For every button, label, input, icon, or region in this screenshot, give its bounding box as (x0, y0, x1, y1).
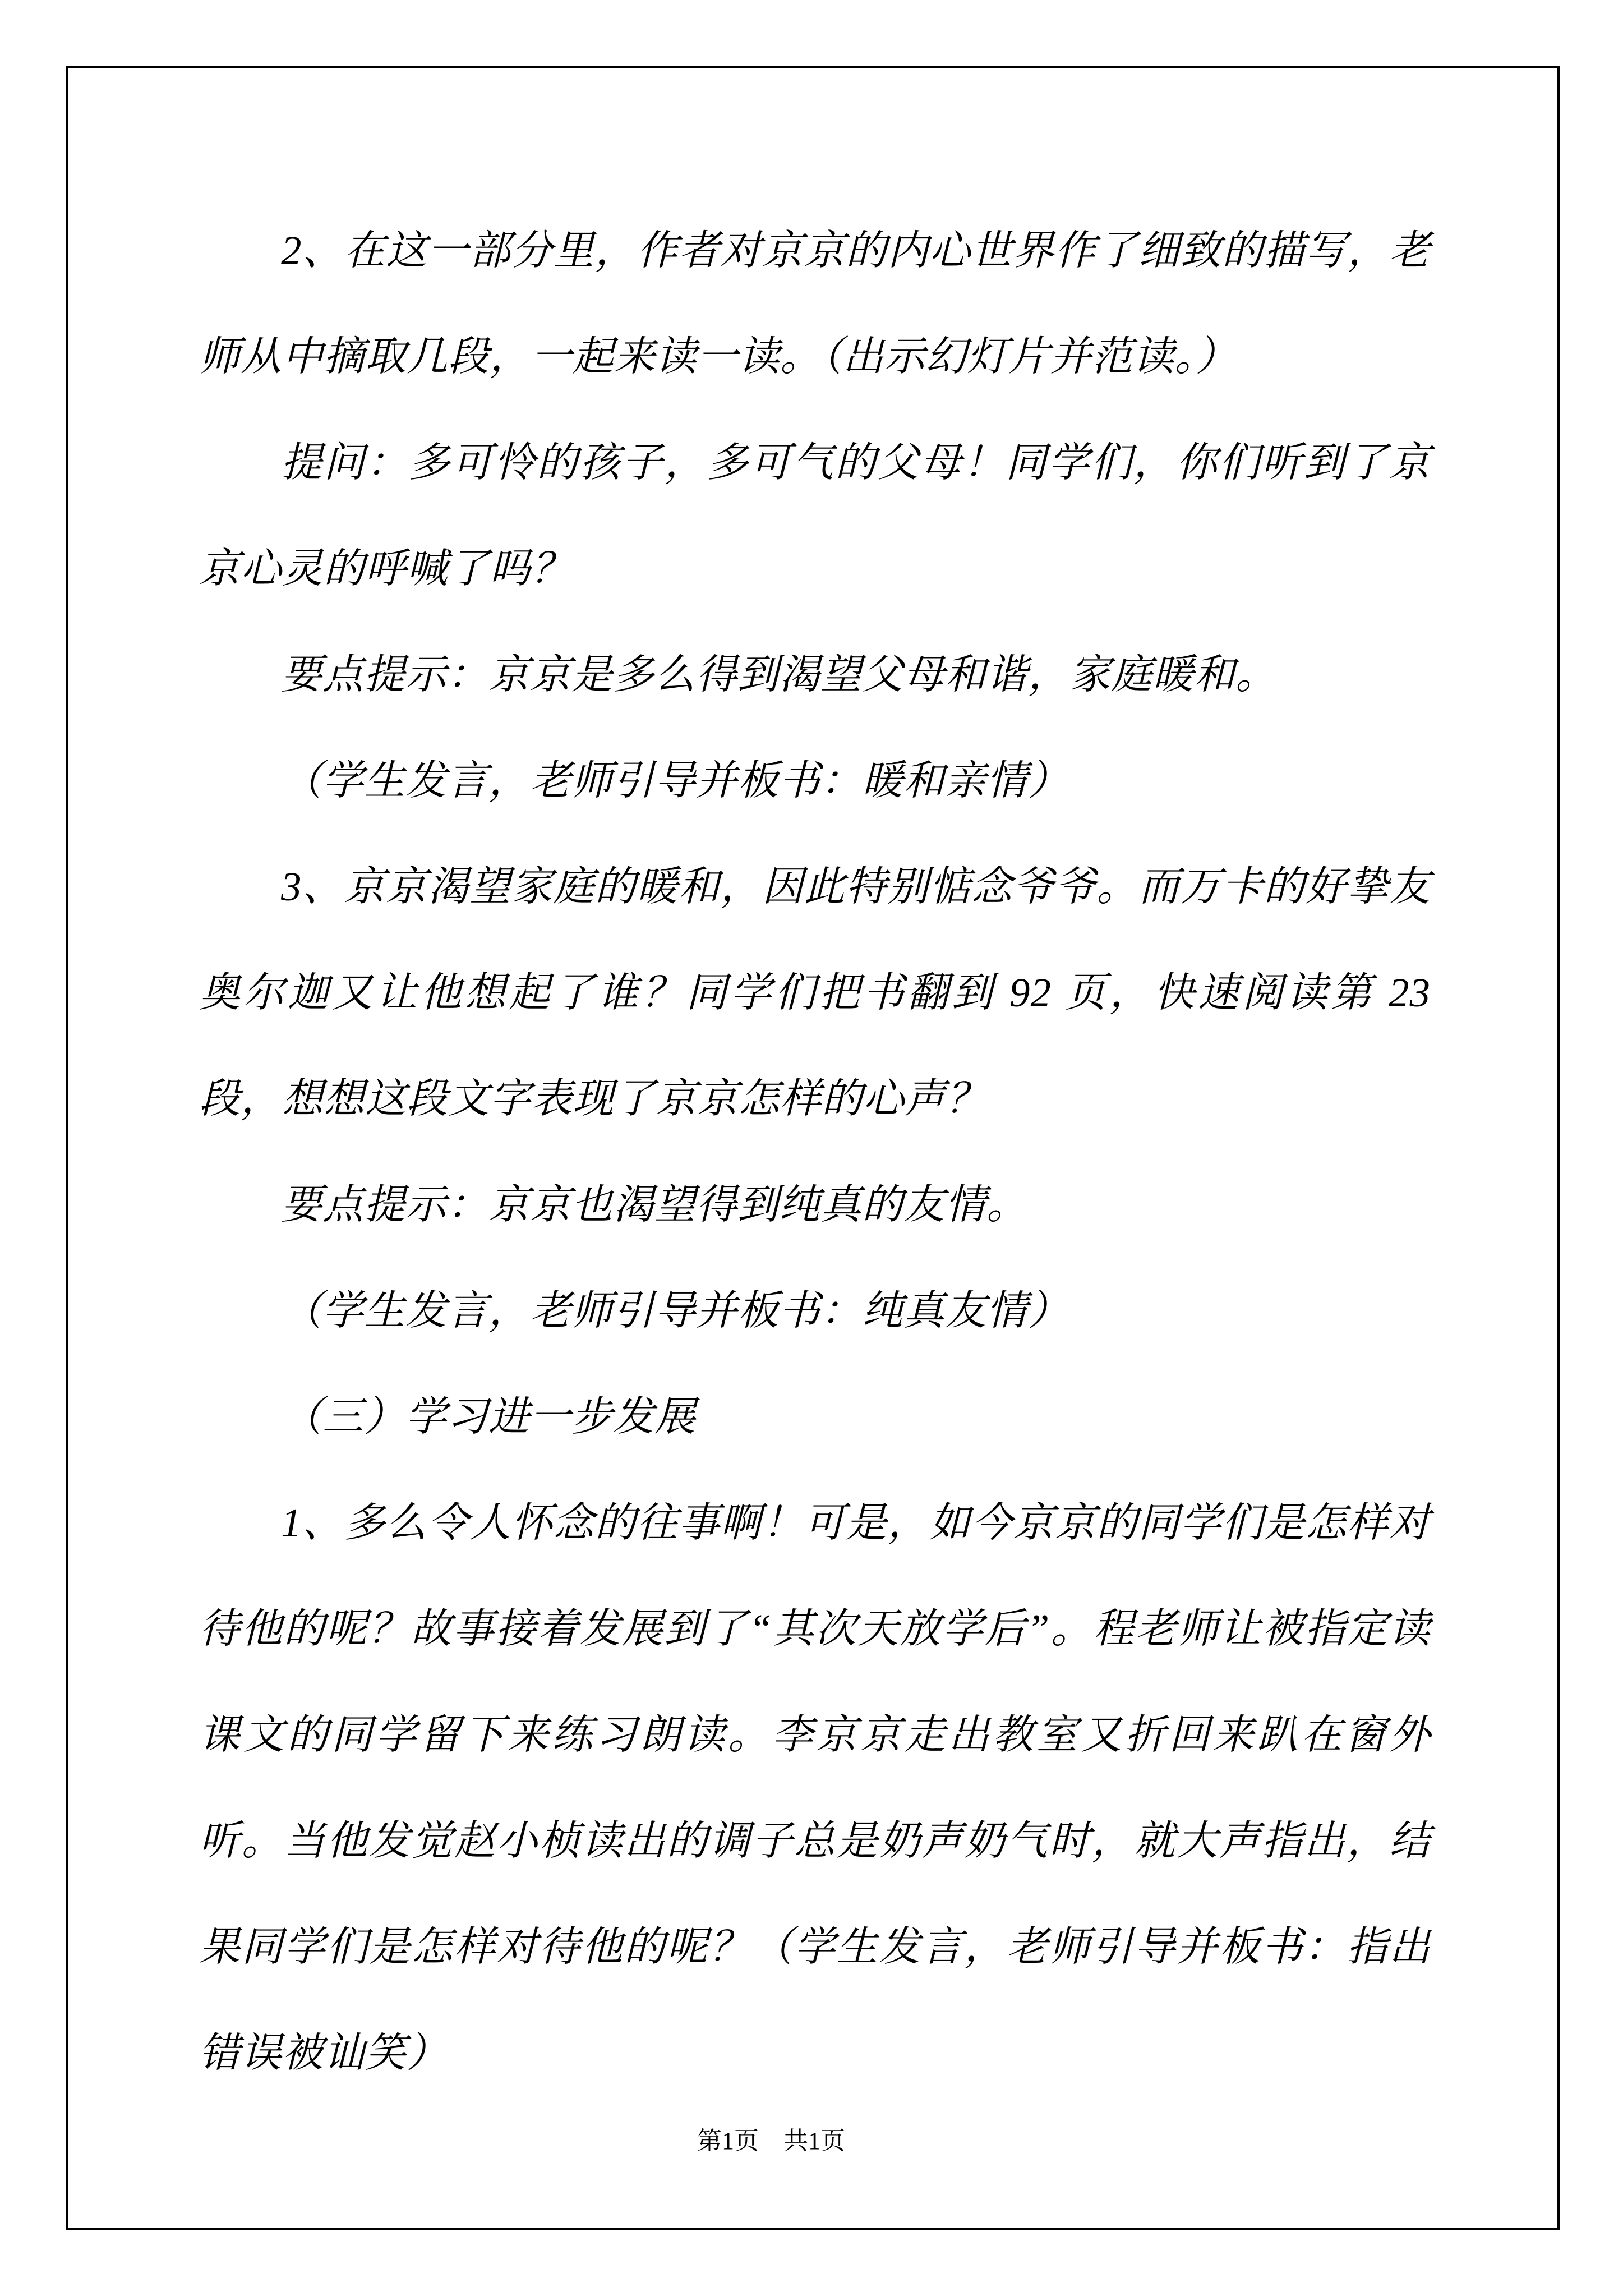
paragraph-3: 要点提示：京京是多么得到渴望父母和谐，家庭暖和。 (281, 652, 1277, 697)
paragraph-2: 提问：多可怜的孩子，多可气的父母！同学们，你们听到了京京心灵的呼喊了吗？ (199, 440, 1431, 591)
paragraph-8: （三）学习进一步发展 (281, 1394, 696, 1439)
paragraph-1: 2、在这一部分里，作者对京京的内心世界作了细致的描写，老师从中摘取几段，一起来读一读。（出示幻灯片并范读。） (199, 228, 1431, 379)
paragraph-9: 1、多么令人怀念的往事啊！可是，如今京京的同学们是怎样对待他的呢？故事接着发展到了“其次天放学后”。程老师让被指定读课文的同学留下来练习朗读。李京京走出教室又折回来趴在窗外听。当他发觉赵小桢读出的调子总是奶声奶气时，就大声指出，结果同学们是怎样对待他的呢？（学生发言，老师引导并板书：指出错误被讪笑） (199, 1500, 1431, 2076)
paragraph-5: 3、京京渴望家庭的暖和，因此特别惦念爷爷。而万卡的好挚友奥尔迦又让他想起了谁？同学们把书翻到 92 页，快速阅读第 23 段，想想这段文字表现了京京怎样的心声？ (199, 864, 1431, 1121)
page-footer: 第1页 共1页 (697, 2127, 845, 2155)
paragraph-6: 要点提示：京京也渴望得到纯真的友情。 (281, 1182, 1028, 1227)
document-body (199, 197, 1431, 2106)
paragraph-7: （学生发言，老师引导并板书：纯真友情） (281, 1288, 1069, 1333)
paragraph-4: （学生发言，老师引导并板书：暖和亲情） (281, 758, 1069, 803)
